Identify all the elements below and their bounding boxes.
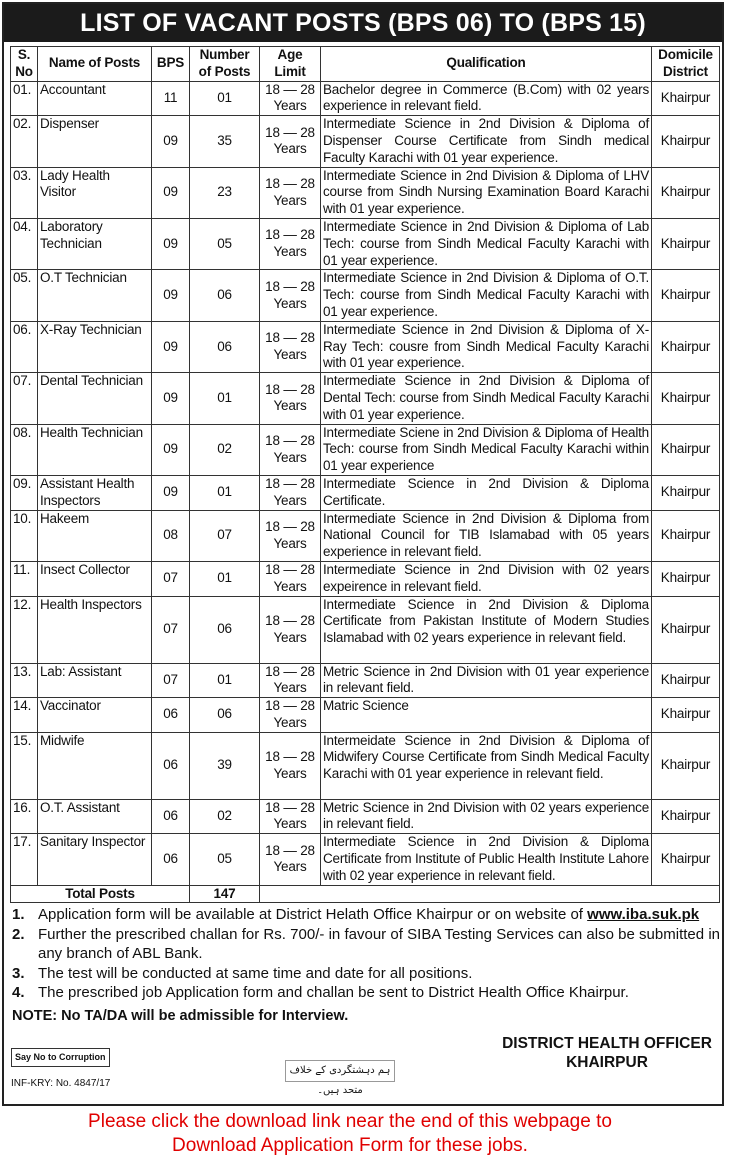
say-no-corruption-badge: Say No to Corruption: [11, 1048, 110, 1067]
row-num-posts: 35: [190, 116, 260, 167]
inf-number: INF-KRY: No. 4847/17: [11, 1078, 111, 1089]
row-domicile: Khairpur: [652, 698, 720, 733]
row-age-limit: 18 — 28 Years: [260, 475, 321, 510]
row-num-posts: 02: [190, 424, 260, 475]
total-value: 147: [190, 885, 260, 903]
total-row: [11, 885, 720, 903]
table-row: [11, 732, 720, 799]
row-num-posts: 05: [190, 834, 260, 885]
row-sno: 12.: [11, 596, 38, 663]
row-sno: 03.: [11, 167, 38, 218]
row-num-posts: 06: [190, 698, 260, 733]
row-post-name: Dispenser: [38, 116, 152, 167]
row-age-limit: 18 — 28 Years: [260, 81, 321, 116]
row-domicile: Khairpur: [652, 799, 720, 834]
row-domicile: Khairpur: [652, 475, 720, 510]
row-qualification: Intermediate Science in 2nd Division with 02 years expeirence in relevant field.: [321, 561, 652, 596]
row-qualification: Matric Science: [321, 698, 652, 733]
row-qualification: Intermediate Science in 2nd Division & Diploma of Dispenser Course Certificate from Sindh medical Faculty Karachi with 01 year experience.: [321, 116, 652, 167]
row-domicile: Khairpur: [652, 81, 720, 116]
row-age-limit: 18 — 28 Years: [260, 799, 321, 834]
row-age-limit: 18 — 28 Years: [260, 218, 321, 269]
row-num-posts: 02: [190, 799, 260, 834]
row-sno: 14.: [11, 698, 38, 733]
row-qualification: Intermediate Science in 2nd Division & Diploma of O.T. Tech: course from Sindh Medical Faculty Karachi with 01 year experience.: [321, 270, 652, 321]
row-domicile: Khairpur: [652, 596, 720, 663]
row-domicile: Khairpur: [652, 424, 720, 475]
row-age-limit: 18 — 28 Years: [260, 834, 321, 885]
row-num-posts: 06: [190, 270, 260, 321]
row-num-posts: 06: [190, 596, 260, 663]
row-num-posts: 01: [190, 561, 260, 596]
row-bps: 09: [152, 373, 190, 424]
row-bps: 09: [152, 475, 190, 510]
row-bps: 06: [152, 732, 190, 799]
row-num-posts: 39: [190, 732, 260, 799]
row-age-limit: 18 — 28 Years: [260, 167, 321, 218]
row-sno: 08.: [11, 424, 38, 475]
row-sno: 02.: [11, 116, 38, 167]
note-3: 3. The test will be conducted at same time and date for all positions.: [12, 964, 473, 982]
row-qualification: Bachelor degree in Commerce (B.Com) with 02 years experience in relevant field.: [321, 81, 652, 116]
row-sno: 01.: [11, 81, 38, 116]
table-row: [11, 698, 720, 733]
page-title: LIST OF VACANT POSTS (BPS 06) TO (BPS 15): [4, 4, 722, 42]
signature-block: DISTRICT HEALTH OFFICER KHAIRPUR: [502, 1035, 712, 1071]
row-qualification: Intermediate Sciene in 2nd Division & Diploma of Health Tech: course from Sindh Medical Faculty Karachi within 01 year experience: [321, 424, 652, 475]
vacant-posts-table: [10, 46, 720, 903]
table-row: [11, 270, 720, 321]
header-sno: S. No: [11, 47, 38, 82]
table-row: [11, 116, 720, 167]
row-bps: 09: [152, 424, 190, 475]
download-notice: Please click the download link near the end of this webpage to Download Application Form for these jobs.: [88, 1111, 612, 1156]
table-row: [11, 321, 720, 372]
row-bps: 08: [152, 510, 190, 561]
row-domicile: Khairpur: [652, 663, 720, 698]
row-domicile: Khairpur: [652, 561, 720, 596]
row-post-name: O.T. Assistant: [38, 799, 152, 834]
row-domicile: Khairpur: [652, 321, 720, 372]
row-domicile: Khairpur: [652, 510, 720, 561]
row-post-name: Dental Technician: [38, 373, 152, 424]
table-row: [11, 663, 720, 698]
row-post-name: Midwife: [38, 732, 152, 799]
row-domicile: Khairpur: [652, 834, 720, 885]
row-domicile: Khairpur: [652, 167, 720, 218]
row-bps: 06: [152, 698, 190, 733]
row-post-name: Assistant Health Inspectors: [38, 475, 152, 510]
row-post-name: Vaccinator: [38, 698, 152, 733]
row-age-limit: 18 — 28 Years: [260, 321, 321, 372]
table-row: [11, 799, 720, 834]
website-link[interactable]: www.iba.suk.pk: [587, 906, 700, 924]
row-bps: 09: [152, 218, 190, 269]
row-num-posts: 23: [190, 167, 260, 218]
row-bps: 09: [152, 167, 190, 218]
row-post-name: Lady Health Visitor: [38, 167, 152, 218]
ta-da-note: NOTE: No TA/DA will be admissible for Interview.: [12, 1007, 349, 1024]
row-sno: 10.: [11, 510, 38, 561]
row-qualification: Intermediate Science in 2nd Division & Diploma Certificate from Institute of Public Health Institute Lahore with 02 year experience in relevant field.: [321, 834, 652, 885]
row-post-name: Health Inspectors: [38, 596, 152, 663]
row-bps: 07: [152, 663, 190, 698]
table-row: [11, 561, 720, 596]
header-number: Number of Posts: [190, 47, 260, 82]
row-bps: 09: [152, 270, 190, 321]
row-num-posts: 01: [190, 81, 260, 116]
row-post-name: O.T Technician: [38, 270, 152, 321]
table-row: [11, 475, 720, 510]
row-post-name: Sanitary Inspector: [38, 834, 152, 885]
table-row: [11, 596, 720, 663]
row-bps: 11: [152, 81, 190, 116]
urdu-slogan: ہم دہشتگردی کے خلاف متحد ہیں۔: [285, 1060, 395, 1082]
row-sno: 15.: [11, 732, 38, 799]
row-sno: 11.: [11, 561, 38, 596]
table-row: [11, 373, 720, 424]
row-bps: 07: [152, 561, 190, 596]
row-age-limit: 18 — 28 Years: [260, 424, 321, 475]
row-age-limit: 18 — 28 Years: [260, 732, 321, 799]
row-domicile: Khairpur: [652, 270, 720, 321]
total-label: Total Posts: [11, 885, 190, 903]
row-num-posts: 07: [190, 510, 260, 561]
bottom-section: [4, 1034, 722, 1104]
note-1: 1. Application form will be available at District Helath Office Khairpur or on website of www.iba.suk.pk: [12, 906, 700, 924]
note-text: Application form will be available at District Helath Office Khairpur or on website of: [38, 906, 583, 924]
header-name: Name of Posts: [38, 47, 152, 82]
row-sno: 17.: [11, 834, 38, 885]
row-num-posts: 01: [190, 373, 260, 424]
row-sno: 09.: [11, 475, 38, 510]
row-qualification: Intermediate Science in 2nd Division & Diploma Certificate.: [321, 475, 652, 510]
header-bps: BPS: [152, 47, 190, 82]
table-row: [11, 834, 720, 885]
row-domicile: Khairpur: [652, 732, 720, 799]
row-sno: 04.: [11, 218, 38, 269]
row-age-limit: 18 — 28 Years: [260, 561, 321, 596]
row-num-posts: 01: [190, 663, 260, 698]
row-sno: 07.: [11, 373, 38, 424]
row-qualification: Intermediate Science in 2nd Division & Diploma of X-Ray Tech: cousre from Sindh Medical Faculty Karachi with 01 year experience.: [321, 321, 652, 372]
row-qualification: Intermediate Science in 2nd Division & Diploma of LHV course from Sindh Nursing Examination Board Karachi with 01 year experience.: [321, 167, 652, 218]
table-row: [11, 510, 720, 561]
table-row: [11, 218, 720, 269]
row-age-limit: 18 — 28 Years: [260, 270, 321, 321]
advertisement-frame: [2, 2, 724, 1106]
row-bps: 06: [152, 799, 190, 834]
table-row: [11, 81, 720, 116]
note-2: 2. Further the prescribed challan for Rs. 700/- in favour of SIBA Testing Services can also be submitted in any branch of ABL Bank.: [12, 925, 720, 963]
row-bps: 06: [152, 834, 190, 885]
notes-list: [12, 905, 720, 1003]
row-post-name: Insect Collector: [38, 561, 152, 596]
row-qualification: Intermediate Science in 2nd Division & Diploma of Lab Tech: course from Sindh Medical Faculty Karachi with 01 year experience.: [321, 218, 652, 269]
header-qualification: Qualification: [321, 47, 652, 82]
row-sno: 13.: [11, 663, 38, 698]
row-post-name: Laboratory Technician: [38, 218, 152, 269]
row-post-name: X-Ray Technician: [38, 321, 152, 372]
row-age-limit: 18 — 28 Years: [260, 373, 321, 424]
row-qualification: Intermediate Science in 2nd Division & Diploma of Dental Tech: course from Sindh Medical Faculty Karachi with 01 year experience.: [321, 373, 652, 424]
table-header: [11, 47, 720, 82]
row-post-name: Accountant: [38, 81, 152, 116]
row-sno: 16.: [11, 799, 38, 834]
row-bps: 09: [152, 116, 190, 167]
row-qualification: Intermediate Science in 2nd Division & Diploma Certificate from Pakistan Institute of Modern Studies Islamabad with 02 years experience in relevant field.: [321, 596, 652, 663]
row-age-limit: 18 — 28 Years: [260, 596, 321, 663]
row-qualification: Metric Science in 2nd Division with 02 years experience in relevant field.: [321, 799, 652, 834]
row-age-limit: 18 — 28 Years: [260, 698, 321, 733]
table-row: [11, 424, 720, 475]
row-bps: 07: [152, 596, 190, 663]
header-age: Age Limit: [260, 47, 321, 82]
row-age-limit: 18 — 28 Years: [260, 663, 321, 698]
row-bps: 09: [152, 321, 190, 372]
row-post-name: Hakeem: [38, 510, 152, 561]
row-qualification: Intermediate Science in 2nd Division & Diploma from National Council for TIB Islamabad with 05 years experience in relevant field.: [321, 510, 652, 561]
header-domicile: Domicile District: [652, 47, 720, 82]
row-sno: 05.: [11, 270, 38, 321]
row-qualification: Metric Science in 2nd Division with 01 year experience in relevant field.: [321, 663, 652, 698]
row-num-posts: 01: [190, 475, 260, 510]
row-num-posts: 06: [190, 321, 260, 372]
row-age-limit: 18 — 28 Years: [260, 510, 321, 561]
row-domicile: Khairpur: [652, 218, 720, 269]
row-qualification: Intermeidate Science in 2nd Division & Diploma of Midwifery Course Certificate from Sindh Medical Faculty Karachi with 01 year experience in relevant field.: [321, 732, 652, 799]
note-4: 4. The prescribed job Application form and challan be sent to District Health Office Khairpur.: [12, 984, 629, 1002]
row-domicile: Khairpur: [652, 116, 720, 167]
table-row: [11, 167, 720, 218]
row-post-name: Lab: Assistant: [38, 663, 152, 698]
row-age-limit: 18 — 28 Years: [260, 116, 321, 167]
row-num-posts: 05: [190, 218, 260, 269]
row-domicile: Khairpur: [652, 373, 720, 424]
row-post-name: Health Technician: [38, 424, 152, 475]
row-sno: 06.: [11, 321, 38, 372]
